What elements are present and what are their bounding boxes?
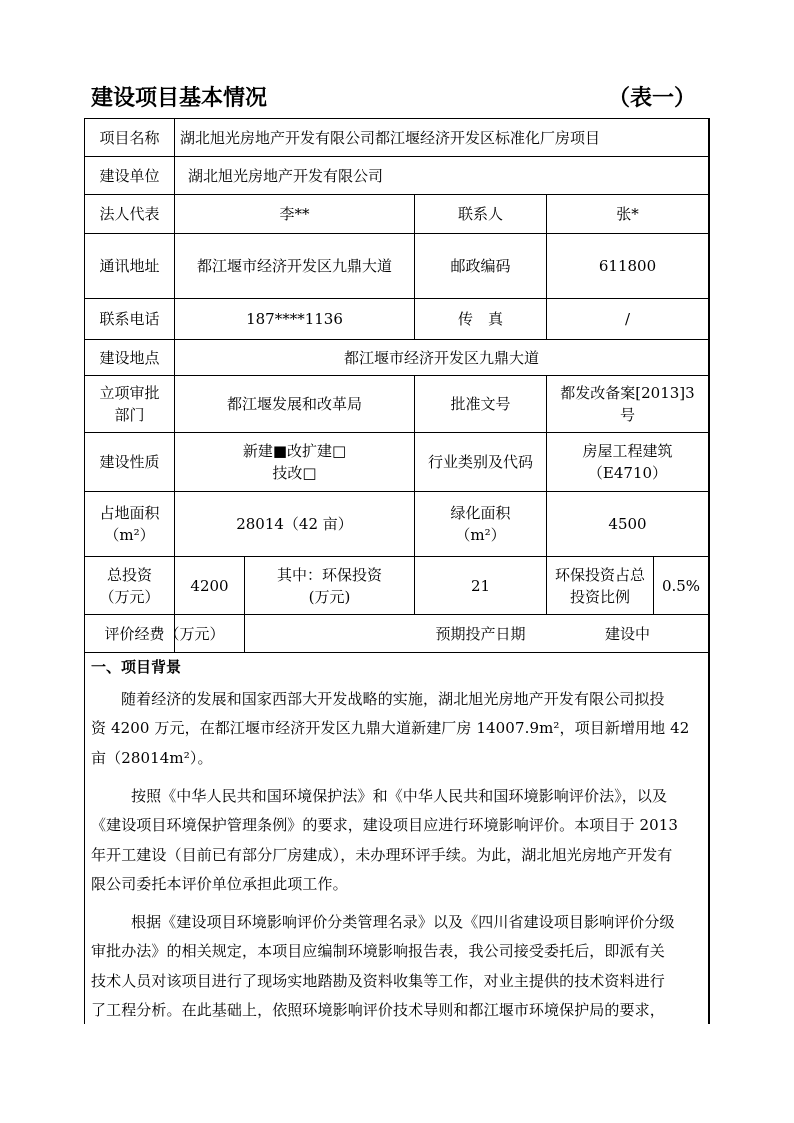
approval-no-label: 批准文号	[450, 395, 511, 413]
ratio-label	[547, 557, 653, 614]
fax-label: 传 真	[457, 310, 503, 328]
paragraph-line: 了工程分析。在此基础上，依照环境影响评价技术导则和都江堰市环境保护局的要求，	[91, 1001, 665, 1019]
postcode-label: 邮政编码	[450, 257, 511, 275]
invest-label-line1: 总投资	[106, 565, 152, 584]
approval-no-value	[547, 376, 708, 432]
env-invest-label	[245, 557, 414, 614]
phone-value: 187****1136	[246, 310, 343, 328]
site-value: 都江堰市经济开发区九鼎大道	[343, 348, 539, 367]
paragraph-line: 技术人员对该项目进行了现场实地踏勘及资料收集等工作，对业主提供的技术资料进行	[91, 972, 665, 990]
env-invest-label-line2: (万元)	[308, 587, 351, 606]
nature-label: 建设性质	[99, 453, 160, 471]
area-label	[85, 492, 174, 556]
paragraph-line: 资 4200 万元，在都江堰市经济开发区九鼎大道新建厂房 14007.9m²，项目新增用地 42	[91, 719, 690, 737]
approval-no-line1: 都发改备案[2013]3	[560, 384, 695, 402]
date-value: 建设中	[604, 624, 650, 643]
ratio-value: 0.5%	[661, 576, 701, 595]
invest-value: 4200	[190, 576, 229, 595]
site-label: 建设地点	[99, 348, 160, 367]
address-label: 通讯地址	[99, 257, 160, 275]
fee-value	[245, 615, 414, 652]
invest-label-line2: （万元）	[99, 587, 160, 606]
row-rule	[84, 652, 710, 653]
nature-value	[175, 433, 414, 491]
legal-rep-value: 李**	[279, 205, 310, 223]
industry-value	[547, 433, 708, 491]
paragraph-line: 根据《建设项目环境影响评价分类管理名录》以及《四川省建设项目影响评价分级	[131, 913, 675, 931]
section-title: 一、项目背景	[91, 658, 182, 676]
area-label-line2: （m²）	[104, 526, 155, 544]
paragraph-line: 审批办法》的相关规定，本项目应编制环境影响报告表，我公司接受委托后，即派有关	[91, 942, 665, 960]
industry-line1: 房屋工程建筑	[582, 442, 673, 460]
industry-line2: （E4710）	[587, 464, 668, 482]
approval-dept-label-line1: 立项审批	[99, 384, 160, 402]
paragraph-line: 按照《中华人民共和国环境保护法》和《中华人民共和国环境影响评价法》，以及	[131, 787, 668, 805]
fax-value: /	[624, 310, 631, 328]
unit-label: 建设单位	[99, 166, 160, 185]
paragraph-line: 限公司委托本评价单位承担此项工作。	[91, 875, 348, 893]
area-value: 28014（42 亩）	[236, 515, 353, 533]
paragraph-line: 《建设项目环境保护管理条例》的要求，建设项目应进行环境影响评价。本项目于 2013	[91, 816, 679, 834]
project-name-label: 项目名称	[99, 128, 160, 147]
invest-label	[85, 557, 174, 614]
nature-line2: 技改□	[272, 464, 317, 482]
phone-label: 联系电话	[99, 310, 160, 328]
table-number: （表一）	[608, 86, 697, 111]
green-label-line1: 绿化面积	[450, 504, 511, 522]
legal-rep-label: 法人代表	[99, 205, 160, 223]
approval-no-line2: 号	[619, 406, 635, 424]
nature-line1: 新建■改扩建□	[242, 442, 347, 460]
approval-dept-value: 都江堰发展和改革局	[226, 395, 362, 413]
green-label	[415, 492, 546, 556]
project-name-value: 湖北旭光房地产开发有限公司都江堰经济开发区标准化厂房项目	[180, 128, 601, 147]
ratio-label-line2: 投资比例	[569, 587, 630, 606]
fee-label: 评价经费（万元）	[104, 624, 225, 643]
approval-dept-label	[85, 376, 174, 432]
contact-value: 张*	[616, 205, 639, 223]
ratio-label-line1: 环保投资占总	[554, 565, 645, 584]
green-label-line2: （m²）	[455, 526, 506, 544]
env-invest-value: 21	[470, 576, 491, 595]
approval-dept-label-line2: 部门	[114, 406, 145, 424]
green-value: 4500	[608, 515, 647, 533]
paragraph-line: 年开工建设（目前已有部分厂房建成），未办理环评手续。为此，湖北旭光房地产开发有	[91, 846, 673, 864]
paragraph-line: 亩（28014m²）。	[91, 749, 213, 767]
date-label: 预期投产日期	[435, 624, 526, 643]
page-title: 建设项目基本情况	[91, 86, 268, 111]
area-label-line1: 占地面积	[99, 504, 160, 522]
unit-value: 湖北旭光房地产开发有限公司	[188, 166, 384, 185]
paragraph-line: 随着经济的发展和国家西部大开发战略的实施，湖北旭光房地产开发有限公司拟投	[121, 690, 665, 708]
env-invest-label-line1: 其中：环保投资	[276, 565, 382, 584]
postcode-value: 611800	[598, 257, 657, 275]
contact-label: 联系人	[457, 205, 503, 223]
industry-label: 行业类别及代码	[427, 453, 533, 471]
address-value: 都江堰市经济开发区九鼎大道	[196, 257, 392, 275]
